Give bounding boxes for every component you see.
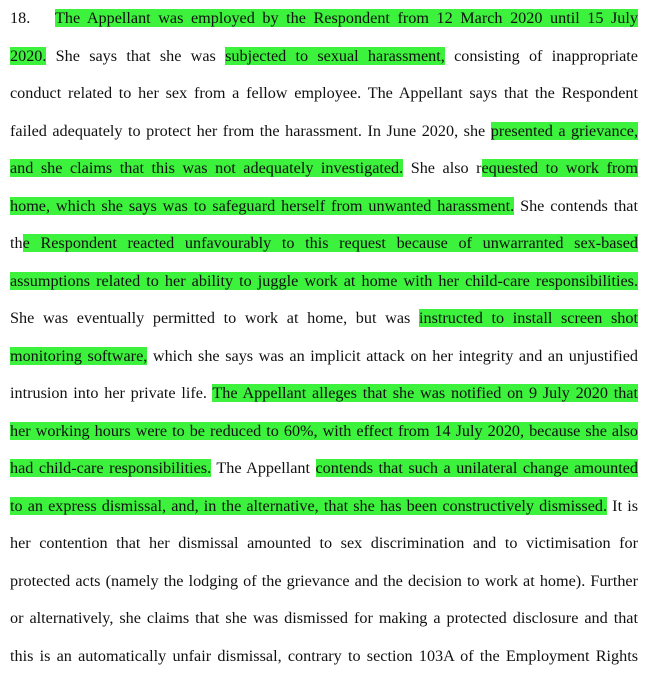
body-text: failed adequately to protect her from the harassment. In June 2020, she <box>10 121 491 140</box>
body-text: She says that she was <box>46 46 226 65</box>
text-line <box>10 496 638 516</box>
text-line <box>10 346 638 366</box>
body-text: The Appellant <box>211 459 316 477</box>
text-line <box>10 158 638 178</box>
text-line <box>10 421 638 441</box>
highlighted-text: to an express dismissal, and, in the alternative, that she has been constructively dismissed. <box>10 496 608 515</box>
paragraph-number: 18. <box>10 9 31 27</box>
body-text: th <box>10 234 23 252</box>
text-line <box>10 608 638 628</box>
text-line <box>10 8 638 28</box>
text-line <box>10 196 638 216</box>
highlighted-text: and she claims that this was not adequately investigated. <box>10 159 404 177</box>
text-line <box>10 533 638 553</box>
body-text: consisting of inappropriate <box>444 46 638 65</box>
text-line <box>10 571 638 591</box>
text-line <box>10 83 638 103</box>
body-text: She contends that <box>514 196 638 215</box>
text-line <box>10 308 638 328</box>
body-text: which she says was an implicit attack on her integrity and an unjustified <box>147 346 638 365</box>
highlighted-text: 2020. <box>10 46 47 65</box>
text-line <box>10 646 638 666</box>
body-text: conduct related to her sex from a fellow employee. The Appellant says that the Respondent <box>10 84 638 102</box>
text-line <box>10 383 638 403</box>
body-text: It is <box>607 496 638 515</box>
body-text: She was eventually permitted to work at home, but was <box>10 309 419 327</box>
body-text: intrusion into her private life. <box>10 384 213 402</box>
body-text: or alternatively, she claims that she was dismissed for making a protected disclosure and that <box>10 609 638 627</box>
highlighted-text: instructed to install screen shot <box>419 309 638 327</box>
text-line <box>10 458 638 478</box>
highlighted-text: The Appellant alleges that she was notified on 9 July 2020 that <box>212 384 638 402</box>
highlighted-text: home, which she says was to safeguard herself from unwanted harassment. <box>10 196 515 215</box>
highlighted-text: e Respondent reacted unfavourably to this request because of unwarranted sex-based <box>22 234 638 252</box>
text-line <box>10 233 638 253</box>
text-line <box>10 46 638 66</box>
text-line <box>10 271 638 291</box>
text-line <box>10 121 638 141</box>
highlighted-text: presented a grievance, <box>490 121 638 140</box>
highlighted-text: assumptions related to her ability to juggle work at home with her child-care responsibilities. <box>10 271 638 290</box>
highlighted-text: equested to work from <box>481 159 638 177</box>
body-text: protected acts (namely the lodging of the grievance and the decision to work at home). Further <box>10 571 638 590</box>
body-text: this is an automatically unfair dismissal, contrary to section 103A of the Employment Rights <box>10 646 638 665</box>
highlighted-text: subjected to sexual harassment, <box>225 46 445 65</box>
highlighted-text: her working hours were to be reduced to 60%, with effect from 14 July 2020, because she also <box>10 421 638 440</box>
highlighted-text: contends that such a unilateral change amounted <box>315 459 638 477</box>
highlighted-text: had child-care responsibilities. <box>10 459 212 477</box>
body-text: She also r <box>403 159 482 177</box>
body-text: her contention that her dismissal amounted to sex discrimination and to victimisation for <box>10 534 638 552</box>
highlighted-text: monitoring software, <box>10 346 148 365</box>
highlighted-text: The Appellant was employed by the Respondent from 12 March 2020 until 15 July <box>55 9 638 27</box>
